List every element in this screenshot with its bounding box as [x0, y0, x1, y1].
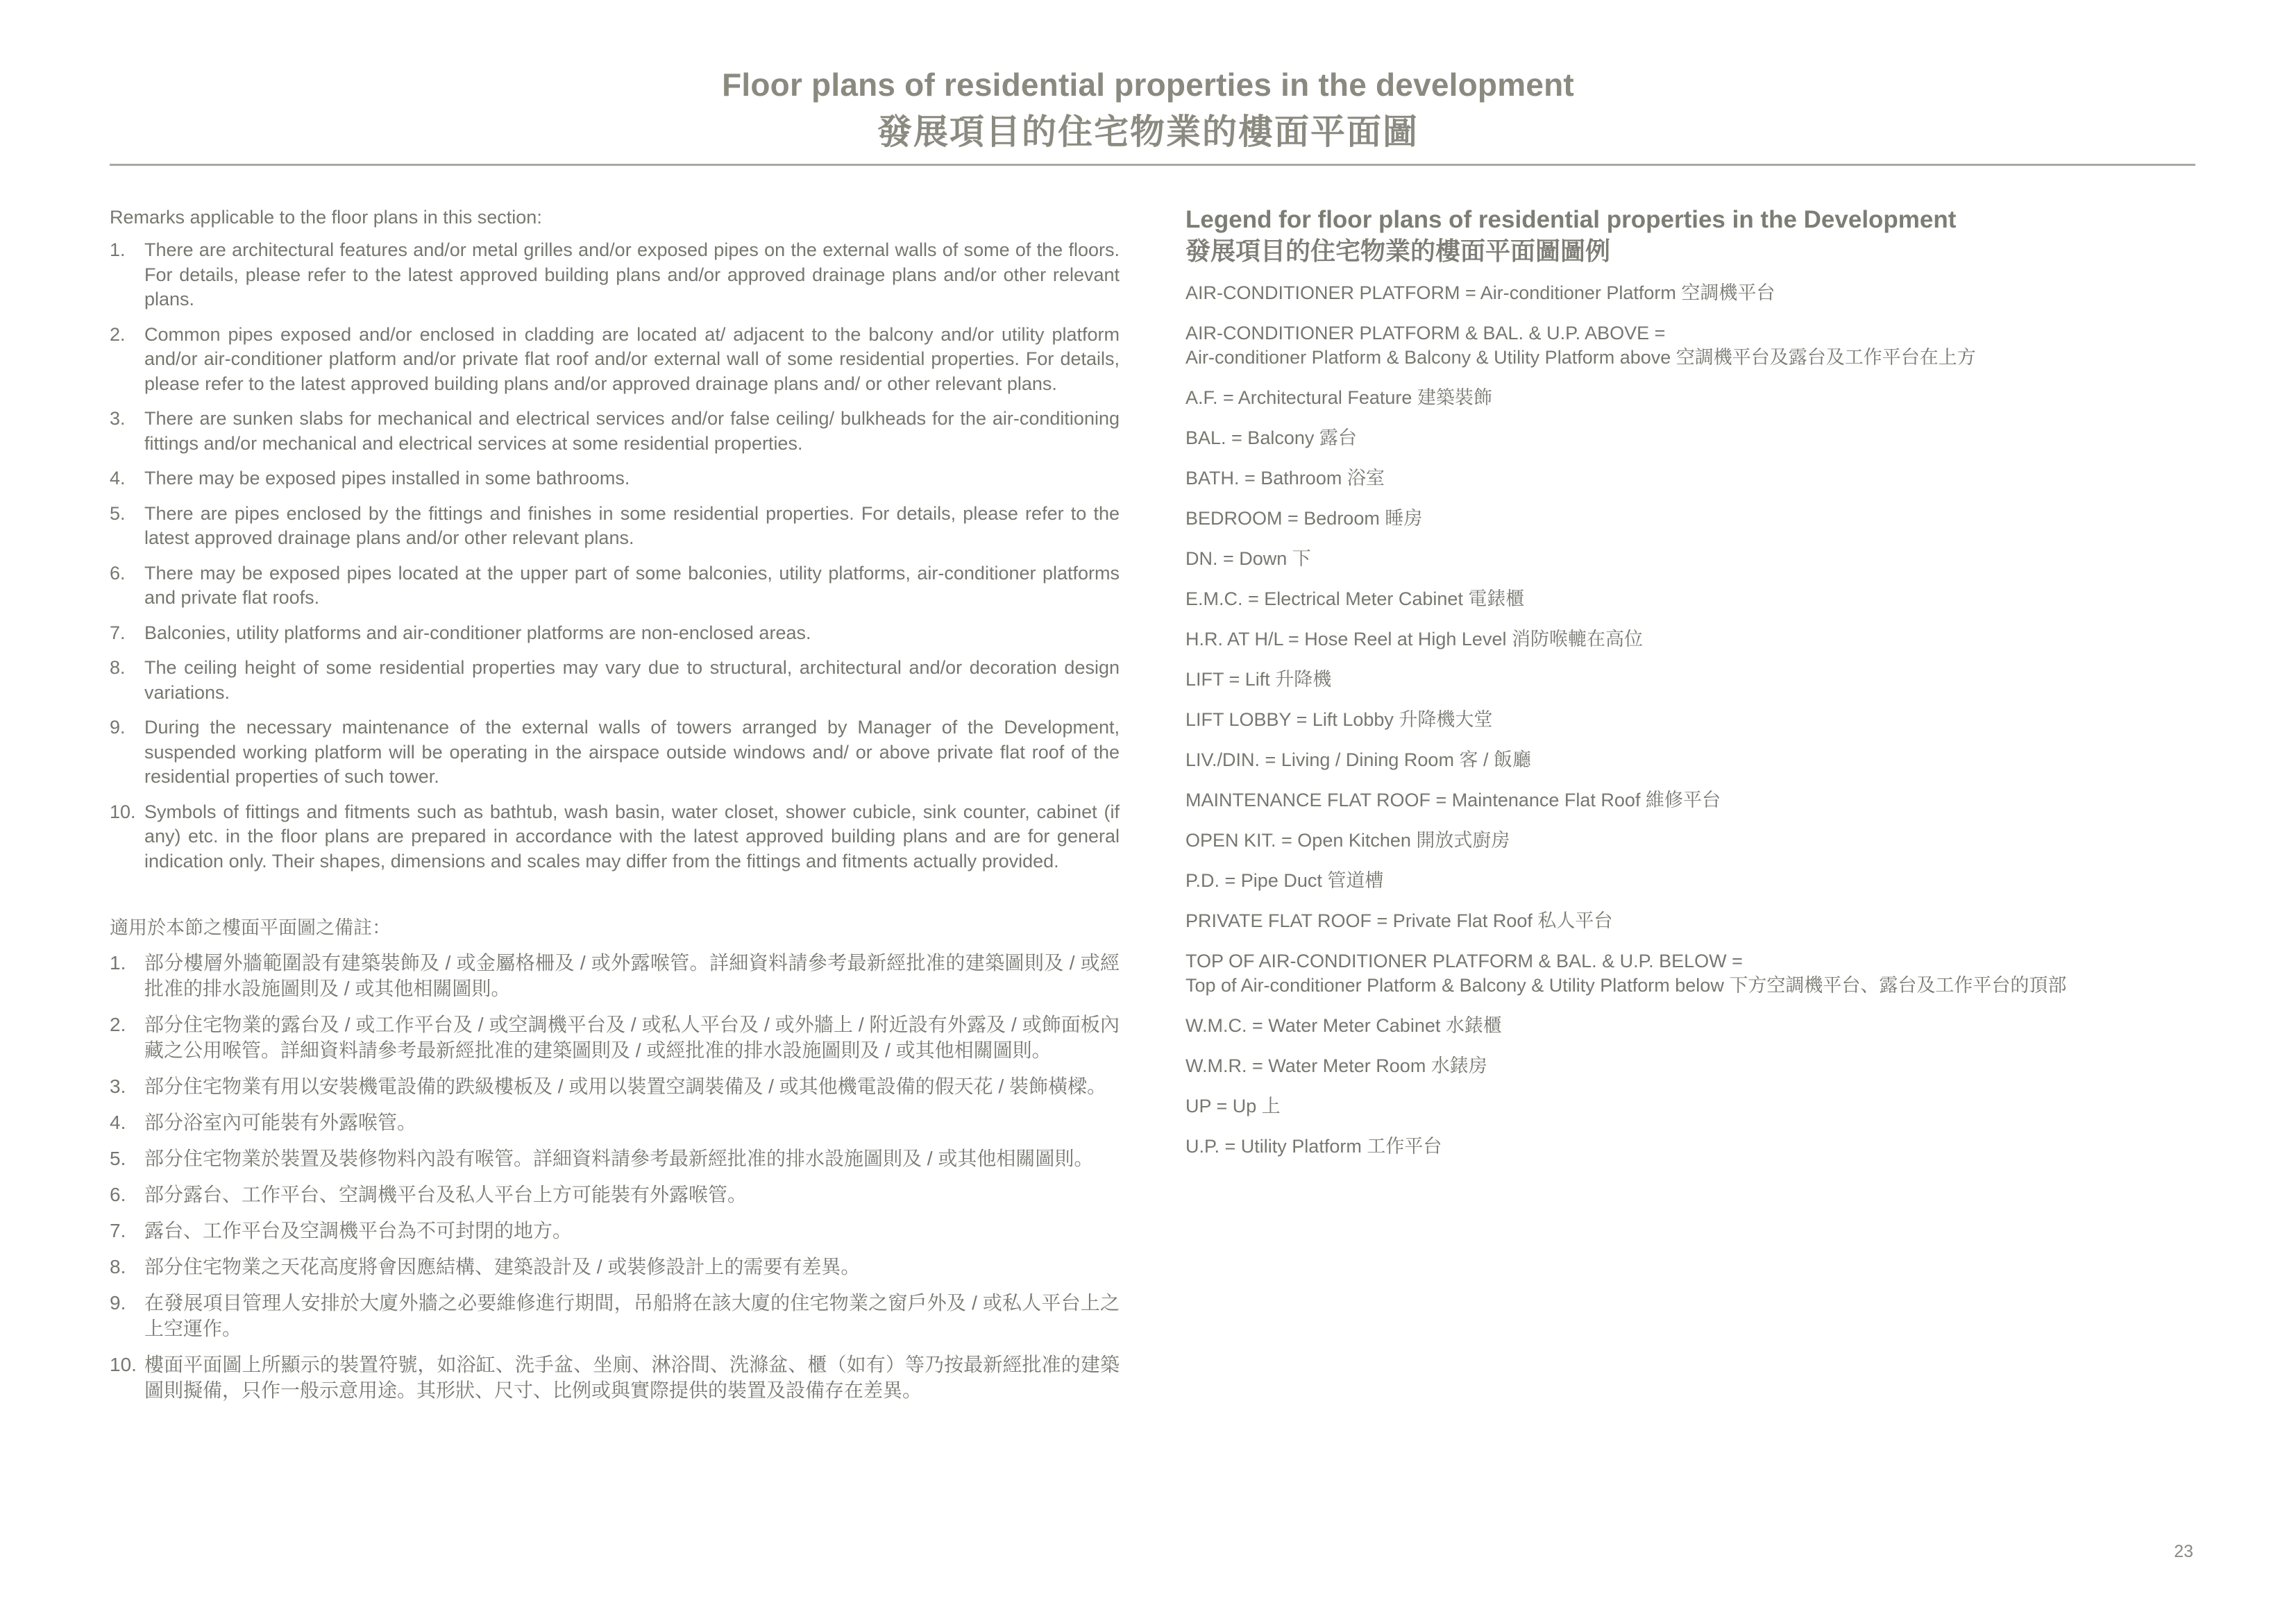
remark-text: There are sunken slabs for mechanical and electrical services and/or false ceiling/ bulkheads for the air-conditioning fittings and/or mechanical and electrical services at some residential properties. [144, 408, 1120, 454]
zh-remark-item [110, 1352, 1120, 1403]
en-remark-item [110, 466, 1120, 491]
legend-item-text: LIFT LOBBY = Lift Lobby 升降機大堂 [1185, 709, 1493, 730]
remark-number: 8. [110, 657, 126, 678]
remark-text: 部分住宅物業之天花高度將會因應結構、建築設計及 / 或裝修設計上的需要有差異。 [144, 1256, 861, 1277]
legend-item-text: AIR-CONDITIONER PLATFORM = Air-conditioner Platform 空調機平台 [1185, 282, 1775, 303]
legend-item-text: MAINTENANCE FLAT ROOF = Maintenance Flat Roof 維修平台 [1185, 790, 1721, 810]
legend-item [1185, 668, 2199, 692]
en-remark-item [110, 656, 1120, 705]
remark-number: 6. [110, 1184, 126, 1205]
remark-number: 5. [110, 1148, 126, 1169]
remark-text: Common pipes exposed and/or enclosed in cladding are located at/ adjacent to the balcony and/or utility platform and/or air-conditioner platform and/or private flat roof and/or external wall of some residential properties. For details, please refer to the latest approved building plans and/or approved drainage plans and/ or other relevant plans. [144, 323, 1120, 394]
legend-item-text-continued: Air-conditioner Platform & Balcony & Utility Platform above 空調機平台及露台及工作平台在上方 [1185, 347, 1976, 368]
legend-item-text: OPEN KIT. = Open Kitchen 開放式廚房 [1185, 830, 1510, 851]
legend-item [1185, 1054, 2199, 1078]
remark-text: During the necessary maintenance of the external walls of towers arranged by Manager of the Development, suspended working platform will be operating in the airspace outside windows and/ or above private flat roof of the residential properties of such tower. [144, 717, 1120, 787]
legend-item [1185, 426, 2199, 450]
legend-item-text: AIR-CONDITIONER PLATFORM & BAL. & U.P. ABOVE = [1185, 323, 1666, 343]
legend-item-text: UP = Up 上 [1185, 1096, 1281, 1116]
legend-item [1185, 1014, 2199, 1038]
legend-item-text: BAL. = Balcony 露台 [1185, 427, 1357, 448]
legend-item [1185, 321, 2199, 370]
remarks-heading-zh: 適用於本節之樓面平面圖之備註： [110, 917, 391, 938]
remark-number: 1. [110, 952, 126, 974]
remark-text: 部分樓層外牆範圍設有建築裝飾及 / 或金屬格柵及 / 或外露喉管。詳細資料請參考最新經批准的建築圖則及 / 或經批准的排水設施圖則及 / 或其他相關圖則。 [144, 952, 1120, 999]
remark-text: 在發展項目管理人安排於大廈外牆之必要維修進行期間，吊船將在該大廈的住宅物業之窗戶外及 / 或私人平台上之上空運作。 [144, 1292, 1120, 1339]
legend-item [1185, 829, 2199, 853]
zh-remark-item [110, 1073, 1120, 1099]
zh-remark-item [110, 1110, 1120, 1135]
legend-item-text: W.M.C. = Water Meter Cabinet 水錶櫃 [1185, 1015, 1502, 1036]
en-remark-item [110, 561, 1120, 611]
remark-number: 8. [110, 1256, 126, 1277]
remark-number: 9. [110, 717, 126, 738]
legend-item-text: LIV./DIN. = Living / Dining Room 客 / 飯廳 [1185, 749, 1531, 770]
legend-list [1185, 281, 2199, 1159]
en-remark-item [110, 502, 1120, 551]
legend-item-text: LIFT = Lift 升降機 [1185, 669, 1332, 690]
legend-item [1185, 708, 2199, 732]
remark-text: Symbols of fittings and fitments such as bathtub, wash basin, water closet, shower cubicle, sink counter, cabinet (if any) etc. in the floor plans are prepared in accordance with the latest approved building plans and are for general indication only. Their shapes, dimensions and scales may differ from the fittings and fitments actually provided. [144, 801, 1120, 872]
legend-item [1185, 788, 2199, 813]
remark-text: 部分浴室內可能裝有外露喉管。 [144, 1112, 417, 1133]
remark-number: 5. [110, 502, 126, 524]
legend-item-text: BATH. = Bathroom 浴室 [1185, 468, 1385, 488]
en-remark-item [110, 621, 1120, 646]
remark-text: There may be exposed pipes located at the upper part of some balconies, utility platforms, air-conditioner platforms and private flat roofs. [144, 562, 1120, 608]
remark-number: 7. [110, 1220, 126, 1241]
legend-item [1185, 587, 2199, 611]
page-title-zh: 發展項目的住宅物業的樓面平面圖 [877, 112, 1419, 151]
zh-remark-item [110, 1290, 1120, 1341]
remark-text: 部分住宅物業有用以安裝機電設備的跌級樓板及 / 或用以裝置空調裝備及 / 或其他機電設備的假天花 / 裝飾橫樑。 [144, 1076, 1107, 1097]
remark-text: 部分住宅物業於裝置及裝修物料內設有喉管。詳細資料請參考最新經批准的排水設施圖則及 / 或其他相關圖則。 [144, 1148, 1094, 1169]
legend-item [1185, 869, 2199, 893]
legend-item-text: DN. = Down 下 [1185, 548, 1311, 569]
remark-text: Balconies, utility platforms and air-conditioner platforms are non-enclosed areas. [144, 622, 811, 643]
zh-remark-item [110, 1146, 1120, 1171]
remark-number: 7. [110, 622, 126, 643]
legend-title-zh: 發展項目的住宅物業的樓面平面圖圖例 [1185, 237, 1611, 265]
remark-number: 9. [110, 1292, 126, 1314]
en-remark-item [110, 800, 1120, 874]
legend-item-text-continued: Top of Air-conditioner Platform & Balcony & Utility Platform below 下方空調機平台、露台及工作平台的頂部 [1185, 975, 2067, 996]
remark-text: 部分住宅物業的露台及 / 或工作平台及 / 或空調機平台及 / 或私人平台及 / 或外牆上 / 附近設有外露及 / 或飾面板內藏之公用喉管。詳細資料請參考最新經批准的建築圖則及 / 或經批准的排水設施圖則及 / 或其他相關圖則。 [144, 1014, 1120, 1061]
remark-number: 2. [110, 323, 126, 345]
remarks-list-en [110, 238, 1120, 874]
legend-item [1185, 909, 2199, 933]
header-divider [110, 164, 2195, 166]
remark-text: There are pipes enclosed by the fittings and finishes in some residential properties. For details, please refer to the latest approved drainage plans and/or other relevant plans. [144, 502, 1120, 548]
legend-item-text: H.R. AT H/L = Hose Reel at High Level 消防喉轆在高位 [1185, 629, 1643, 649]
remarks-list-zh [110, 950, 1120, 1403]
remark-number: 3. [110, 408, 126, 429]
legend-item-text: BEDROOM = Bedroom 睡房 [1185, 508, 1423, 529]
zh-remark-item [110, 1254, 1120, 1280]
legend-item [1185, 1094, 2199, 1119]
legend-title-en: Legend for floor plans of residential properties in the Development [1185, 206, 1957, 233]
zh-remark-item [110, 1218, 1120, 1243]
remark-number: 10. [110, 1354, 137, 1375]
remark-number: 4. [110, 468, 126, 488]
legend-item [1185, 281, 2199, 305]
remark-text: 樓面平面圖上所顯示的裝置符號，如浴缸、洗手盆、坐廁、淋浴間、洗滌盆、櫃（如有）等乃按最新經批准的建築圖則擬備，只作一般示意用途。其形狀、尺寸、比例或與實際提供的裝置及設備存在差異。 [144, 1354, 1120, 1401]
en-remark-item [110, 238, 1120, 312]
remark-number: 10. [110, 801, 136, 822]
remark-number: 6. [110, 562, 126, 584]
remark-number: 2. [110, 1014, 126, 1035]
legend-item [1185, 1135, 2199, 1159]
legend-item [1185, 466, 2199, 491]
legend-item-text: E.M.C. = Electrical Meter Cabinet 電錶櫃 [1185, 588, 1525, 609]
legend-item [1185, 547, 2199, 571]
page-title-en: Floor plans of residential properties in the development [722, 67, 1574, 103]
remark-text: 部分露台、工作平台、空調機平台及私人平台上方可能裝有外露喉管。 [144, 1184, 748, 1205]
remarks-heading-en: Remarks applicable to the floor plans in this section: [110, 207, 542, 228]
legend-item-text: PRIVATE FLAT ROOF = Private Flat Roof 私人平台 [1185, 910, 1613, 931]
legend-item-text: W.M.R. = Water Meter Room 水錶房 [1185, 1055, 1487, 1076]
legend-item [1185, 507, 2199, 531]
legend-item [1185, 748, 2199, 772]
zh-remark-item [110, 1012, 1120, 1063]
legend-item-text: TOP OF AIR-CONDITIONER PLATFORM & BAL. & U.P. BELOW = [1185, 951, 1743, 971]
en-remark-item [110, 407, 1120, 456]
remark-text: 露台、工作平台及空調機平台為不可封閉的地方。 [144, 1220, 573, 1241]
zh-remark-item [110, 1182, 1120, 1207]
remark-number: 3. [110, 1076, 126, 1097]
legend-item [1185, 949, 2199, 998]
zh-remark-item [110, 950, 1120, 1001]
legend-item [1185, 627, 2199, 652]
remarks-column [110, 205, 1120, 1413]
remark-text: There may be exposed pipes installed in some bathrooms. [144, 468, 630, 488]
legend-item-text: U.P. = Utility Platform 工作平台 [1185, 1136, 1442, 1157]
legend-item-text: P.D. = Pipe Duct 管道槽 [1185, 870, 1384, 891]
legend-item [1185, 386, 2199, 410]
remark-number: 1. [110, 239, 126, 260]
legend-column [1185, 205, 2199, 1175]
page-number: 23 [2174, 1542, 2193, 1561]
page-header [0, 64, 2296, 154]
remark-number: 4. [110, 1112, 126, 1133]
en-remark-item [110, 715, 1120, 790]
en-remark-item [110, 323, 1120, 397]
remark-text: The ceiling height of some residential properties may vary due to structural, architectural and/or decoration design variations. [144, 657, 1120, 703]
remark-text: There are architectural features and/or metal grilles and/or exposed pipes on the external walls of some of the floors. For details, please refer to the latest approved building plans and/or approved drainage plans and/or other relevant plans. [144, 239, 1120, 309]
legend-item-text: A.F. = Architectural Feature 建築裝飾 [1185, 387, 1492, 408]
